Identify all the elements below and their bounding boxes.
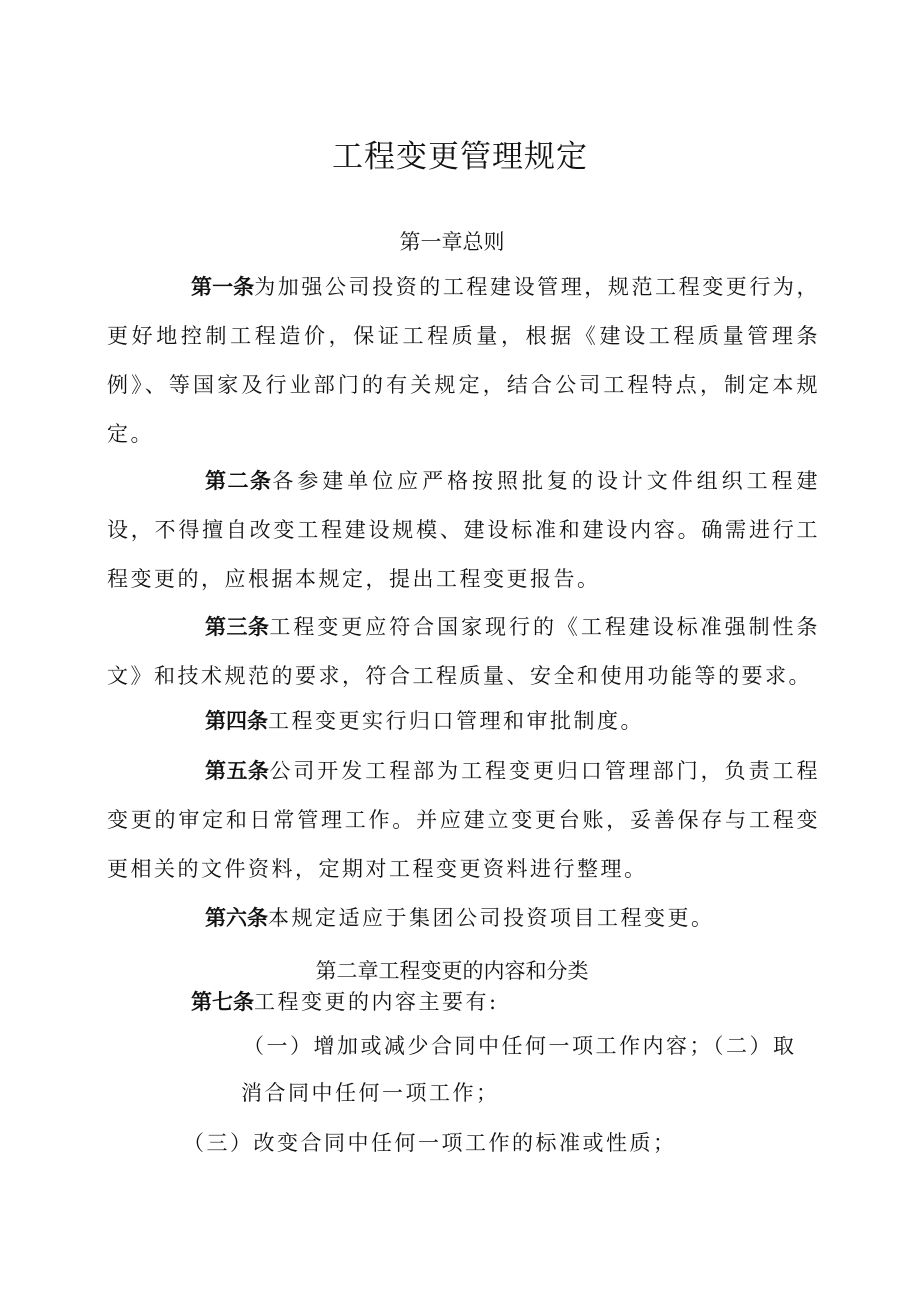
article-6 <box>107 894 820 943</box>
chapter-heading-2: 第二章工程变更的内容和分类 <box>315 959 589 983</box>
article-5 <box>107 747 820 894</box>
article-7 <box>191 986 499 1016</box>
list-item: （三）改变合同中任何一项工作的标准或性质； <box>183 1131 677 1155</box>
article-text: 为加强公司投资的工程建设管理，规范工程变更行为，更好地控制工程造价，保证工程质量，根据《建设工程质量管理条例》、等国家及行业部门的有关规定，结合公司工程特点，制定本规定。 <box>107 275 821 446</box>
list-item: （一）增加或减少合同中任何一项工作内容；（二）取 <box>243 1034 797 1058</box>
article-text: 各参建单位应严格按照批复的设计文件组织工程建设，不得擅自改变工程建设规模、建设标准和建设内容。确需进行工程变更的，应根据本规定，提出工程变更报告。 <box>107 469 820 591</box>
article-label: 第三条 <box>205 615 270 639</box>
document-title: 工程变更管理规定 <box>332 138 588 175</box>
article-1 <box>107 263 820 459</box>
article-text: 工程变更的内容主要有: <box>254 990 499 1014</box>
article-text: 工程变更应符合国家现行的《工程建设标准强制性条文》和技术规范的要求，符合工程质量、安全和使用功能等的要求。 <box>107 615 821 688</box>
article-label: 第二条 <box>205 469 273 493</box>
article-2 <box>107 457 820 604</box>
article-label: 第一条 <box>191 275 255 299</box>
article-label: 第四条 <box>205 709 268 733</box>
article-text: 工程变更实行归口管理和审批制度。 <box>268 709 644 733</box>
article-text: 公司开发工程部为工程变更归口管理部门，负责工程变更的审定和日常管理工作。并应建立变更台账，妥善保存与工程变更相关的文件资料，定期对工程变更资料进行整理。 <box>107 759 821 881</box>
article-label: 第七条 <box>191 990 254 1014</box>
article-3 <box>107 603 820 701</box>
article-4 <box>107 697 820 746</box>
article-label: 第六条 <box>205 906 268 930</box>
article-text: 本规定适应于集团公司投资项目工程变更。 <box>268 906 715 930</box>
list-item: 消合同中任何一项工作； <box>241 1081 500 1105</box>
chapter-heading-1: 第一章总则 <box>399 230 505 254</box>
article-label: 第五条 <box>205 759 270 783</box>
